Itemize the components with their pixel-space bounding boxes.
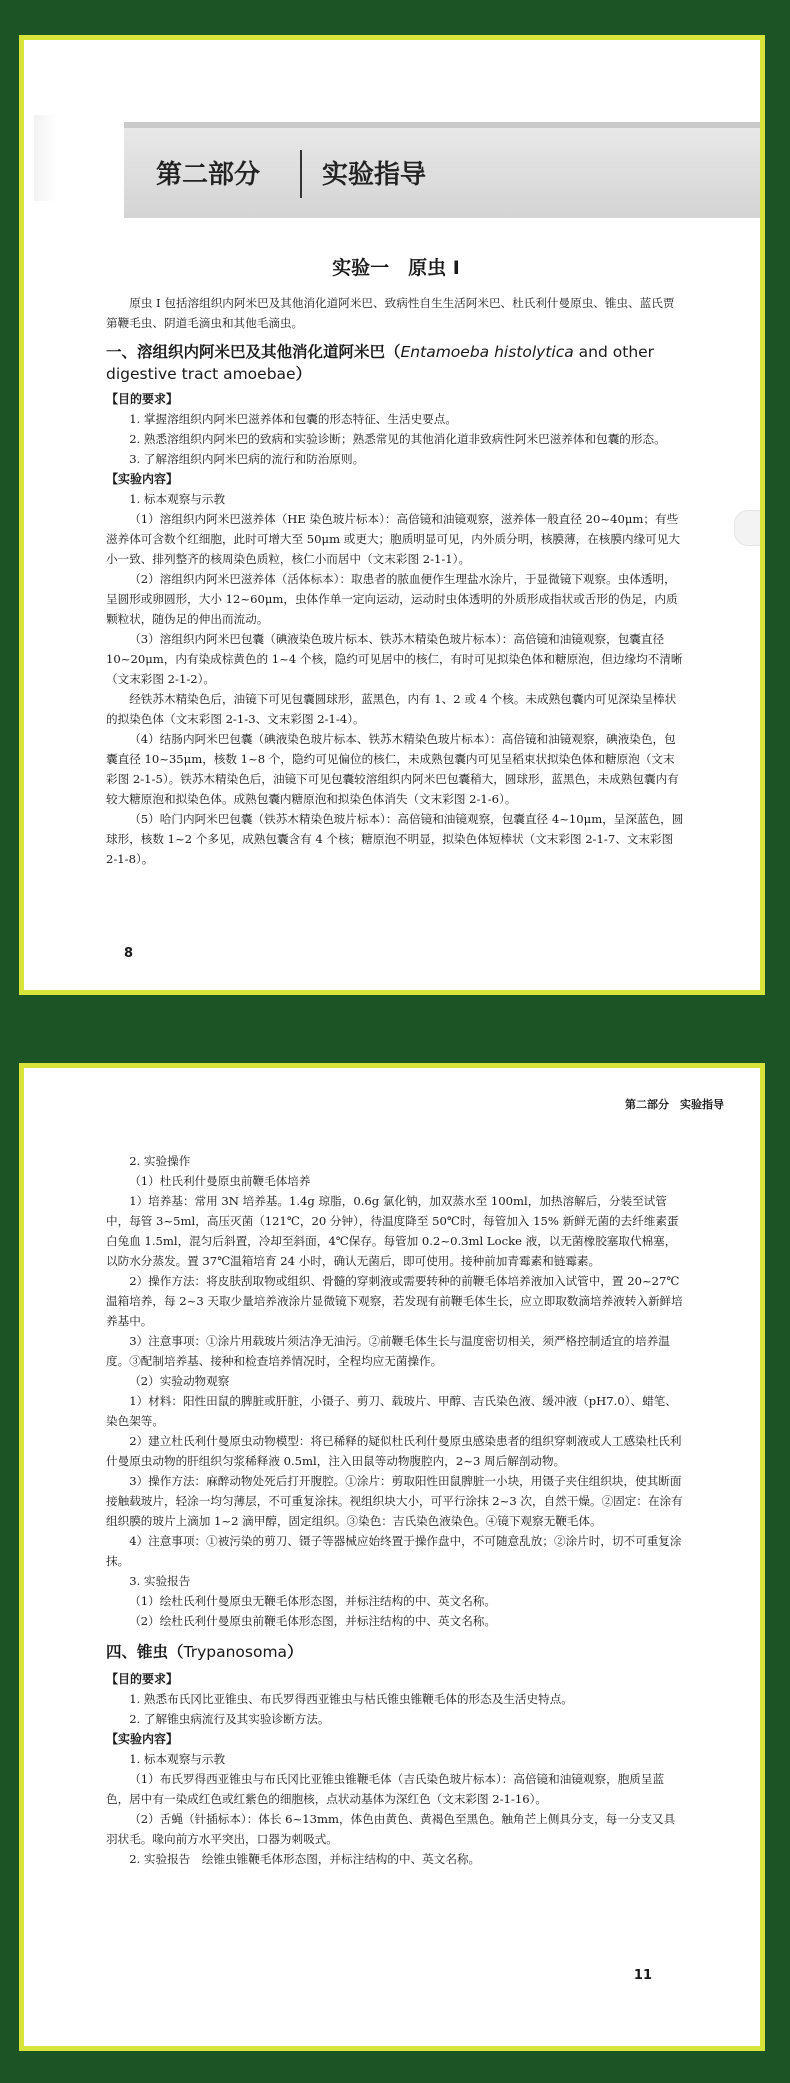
page-corner-decoration (34, 115, 56, 201)
objectives-tag: 【目的要求】 (106, 1672, 179, 1686)
page-number: 8 (124, 946, 134, 961)
subheading: （1）杜氏利什曼原虫前鞭毛体培养 (129, 1174, 311, 1188)
page-11-body (106, 1151, 686, 1869)
banner-divider (300, 150, 302, 198)
body-paragraph: （2）舌蝇（针插标本）：体长 6~13mm，体色由黄色、黄褐色至黑色。触角芒上侧具分支，每一分支又具羽状毛。喙向前方水平突出，口器为刺吸式。 (106, 1812, 676, 1846)
objective-item: 3. 了解溶组织内阿米巴病的流行和防治原则。 (129, 452, 365, 466)
experiment-title: 实验一 原虫 I (332, 257, 460, 279)
body-paragraph: （1）布氏罗得西亚锥虫与布氏冈比亚锥虫锥鞭毛体（吉氏染色玻片标本）：高倍镜和油镜观察，胞质呈蓝色，居中有一染成红色或红紫色的细胞核，点状动基体为深红色（文末彩图 2-1-16）。 (106, 1772, 665, 1806)
objectives-tag: 【目的要求】 (106, 392, 179, 406)
objective-item: 2. 了解锥虫病流行及其实验诊断方法。 (129, 1712, 330, 1726)
body-paragraph: 1）材料：阳性田鼠的脾脏或肝脏，小镊子、剪刀、载玻片、甲醇、吉氏染色液、缓冲液（pH7.0）、蜡笔、染色架等。 (106, 1394, 677, 1428)
content-subheading: 1. 标本观察与示教 (129, 1752, 226, 1766)
section-latin-name: Trypanosoma (183, 1643, 288, 1661)
objective-item: 1. 掌握溶组织内阿米巴滋养体和包囊的形态特征、生活史要点。 (129, 412, 457, 426)
body-paragraph: （4）结肠内阿米巴包囊（碘液染色玻片标本、铁苏木精染色玻片标本）：高倍镜和油镜观察，碘液染色，包囊直径 10~35μm，核数 1~8 个，隐约可见偏位的核仁，未成熟包囊内可见呈稻束状拟染色体和糖原泡（文末彩图 2-1-5）。铁苏木精染色后，油镜下可见包囊较溶组织内阿米巴包囊稍大，圆球形，蓝黑色，未成熟包囊内有较大糖原泡和拟染色体。成熟包囊内糖原泡和拟染色体消失（文末彩图 2-1-6）。 (106, 732, 679, 806)
body-paragraph: （2）溶组织内阿米巴滋养体（活体标本）：取患者的脓血便作生理盐水涂片，于显微镜下观察。虫体透明，呈圆形或卵圆形，大小 12~60μm，虫体作单一定向运动，运动时虫体透明的外质形成指状或舌形的伪足，内质颗粒状，随伪足的伸出而流动。 (106, 572, 678, 626)
content-tag: 【实验内容】 (106, 472, 179, 486)
body-paragraph: 4）注意事项：①被污染的剪刀、镊子等器械应始终置于操作盘中，不可随意乱放；②涂片时，切不可重复涂抹。 (106, 1534, 682, 1568)
body-paragraph: （1）溶组织内阿米巴滋养体（HE 染色玻片标本）：高倍镜和油镜观察，滋养体一般直径 20~40μm；有些滋养体可含数个红细胞，此时可增大至 50μm 或更大；胞质明显可见，内外质分明，核膜薄，在核膜内缘可见大小一致、排列整齐的核周染色质粒，核仁小而居中（文末彩图 2-1-1）。 (106, 512, 680, 566)
subheading: 2. 实验操作 (129, 1154, 191, 1168)
body-paragraph: 3）操作方法：麻醉动物处死后打开腹腔。①涂片：剪取阳性田鼠脾脏一小块，用镊子夹住组织块，使其断面接触载玻片，轻涂一均匀薄层，不可重复涂抹。视组织块大小，可平行涂抹 2~3 次，自然干燥。②固定：在涂有组织膜的玻片上滴加 1~2 滴甲醇，固定组织。③染色：吉氏染色液染色。④镜下观察无鞭毛体。 (106, 1474, 683, 1528)
body-paragraph: （5）哈门内阿米巴包囊（铁苏木精染色玻片标本）：高倍镜和油镜观察，包囊直径 4~10μm，呈深蓝色，圆球形，核数 1~2 个多见，成熟包囊含有 4 个核；糖原泡不明显，拟染色体短棒状（文末彩图 2-1-7、文末彩图 2-1-8）。 (106, 812, 684, 866)
page-number: 11 (633, 1968, 652, 1983)
part-banner (124, 122, 764, 218)
side-tab-decoration (734, 510, 762, 546)
body-paragraph: 2）操作方法：将皮肤刮取物或组织、骨髓的穿刺液或需要转种的前鞭毛体培养液加入试管中，置 20~27℃温箱培养，每 2~3 天取少量培养液涂片显微镜下观察，若发现有前鞭毛体生长，应立即取数滴培养液转入新鲜培养基中。 (106, 1274, 683, 1328)
subheading: 3. 实验报告 (129, 1574, 191, 1588)
content-tag: 【实验内容】 (106, 1732, 179, 1746)
list-item: （1）绘杜氏利什曼原虫无鞭毛体形态图，并标注结构的中、英文名称。 (129, 1594, 496, 1608)
section-heading-trypanosoma: 四、锥虫（Trypanosoma） (106, 1643, 303, 1661)
section-latin-name: Entamoeba histolytica (400, 343, 574, 361)
body-paragraph: 2. 实验报告 绘锥虫锥鞭毛体形态图，并标注结构的中、英文名称。 (129, 1852, 481, 1866)
page-11 (19, 1063, 765, 2051)
banner-part-label: 第二部分 (156, 160, 261, 190)
running-head: 第二部分 实验指导 (625, 1098, 724, 1111)
body-paragraph: 3）注意事项：①涂片用载玻片须洁净无油污。②前鞭毛体生长与温度密切相关，须严格控制适宜的培养温度。③配制培养基、接种和检查培养情况时，全程均应无菌操作。 (106, 1334, 670, 1368)
page-8-body (106, 255, 686, 869)
intro-paragraph: 原虫 I 包括溶组织内阿米巴及其他消化道阿米巴、致病性自生生活阿米巴、杜氏利什曼原虫、锥虫、蓝氏贾第鞭毛虫、阴道毛滴虫和其他毛滴虫。 (106, 296, 675, 330)
subheading: （2）实验动物观察 (129, 1374, 230, 1388)
body-paragraph: 经铁苏木精染色后，油镜下可见包囊圆球形，蓝黑色，内有 1、2 或 4 个核。未成熟包囊内可见深染呈棒状的拟染色体（文末彩图 2-1-3、文末彩图 2-1-4）。 (106, 692, 677, 726)
body-paragraph: 2）建立杜氏利什曼原虫动物模型：将已稀释的疑似杜氏利什曼原虫感染患者的组织穿刺液或人工感染杜氏利什曼原虫动物的肝组织匀浆稀释液 0.5ml，注入田鼠等动物腹腔内，2~3 周后解剖动物。 (106, 1434, 682, 1468)
content-subheading: 1. 标本观察与示教 (129, 492, 226, 506)
body-paragraph: 1）培养基：常用 3N 培养基。1.4g 琼脂，0.6g 氯化钠，加双蒸水至 100ml，加热溶解后，分装至试管中，每管 3~5ml，高压灭菌（121℃，20 分钟），待温度降至 50℃时，每管加入 15% 新鲜无菌的去纤维素蛋白兔血 1.5ml，混匀后斜置，冷却至斜面，4℃保存。每管加 0.2~0.3ml Locke 液，以无菌橡胶塞取代棉塞，以防水分蒸发。置 37℃温箱培育 24 小时，确认无菌后，即可使用。接种前加青霉素和链霉素。 (106, 1194, 679, 1268)
banner-title: 实验指导 (322, 160, 427, 190)
page-8 (19, 35, 765, 995)
objective-item: 2. 熟悉溶组织内阿米巴的致病和实验诊断；熟悉常见的其他消化道非致病性阿米巴滋养体和包囊的形态。 (129, 432, 666, 446)
objective-item: 1. 熟悉布氏冈比亚锥虫、布氏罗得西亚锥虫与枯氏锥虫锥鞭毛体的形态及生活史特点。 (129, 1692, 573, 1706)
section-heading-amoeba: 一、溶组织内阿米巴及其他消化道阿米巴（Entamoeba histolytica and other digestive tract amoebae） (106, 343, 655, 383)
list-item: （2）绘杜氏利什曼原虫前鞭毛体形态图，并标注结构的中、英文名称。 (129, 1614, 496, 1628)
body-paragraph: （3）溶组织内阿米巴包囊（碘液染色玻片标本、铁苏木精染色玻片标本）：高倍镜和油镜观察，包囊直径 10~20μm，内有染成棕黄色的 1~4 个核，隐约可见居中的核仁，有时可见拟染色体和糖原泡，但边缘均不清晰（文末彩图 2-1-2）。 (106, 632, 683, 686)
